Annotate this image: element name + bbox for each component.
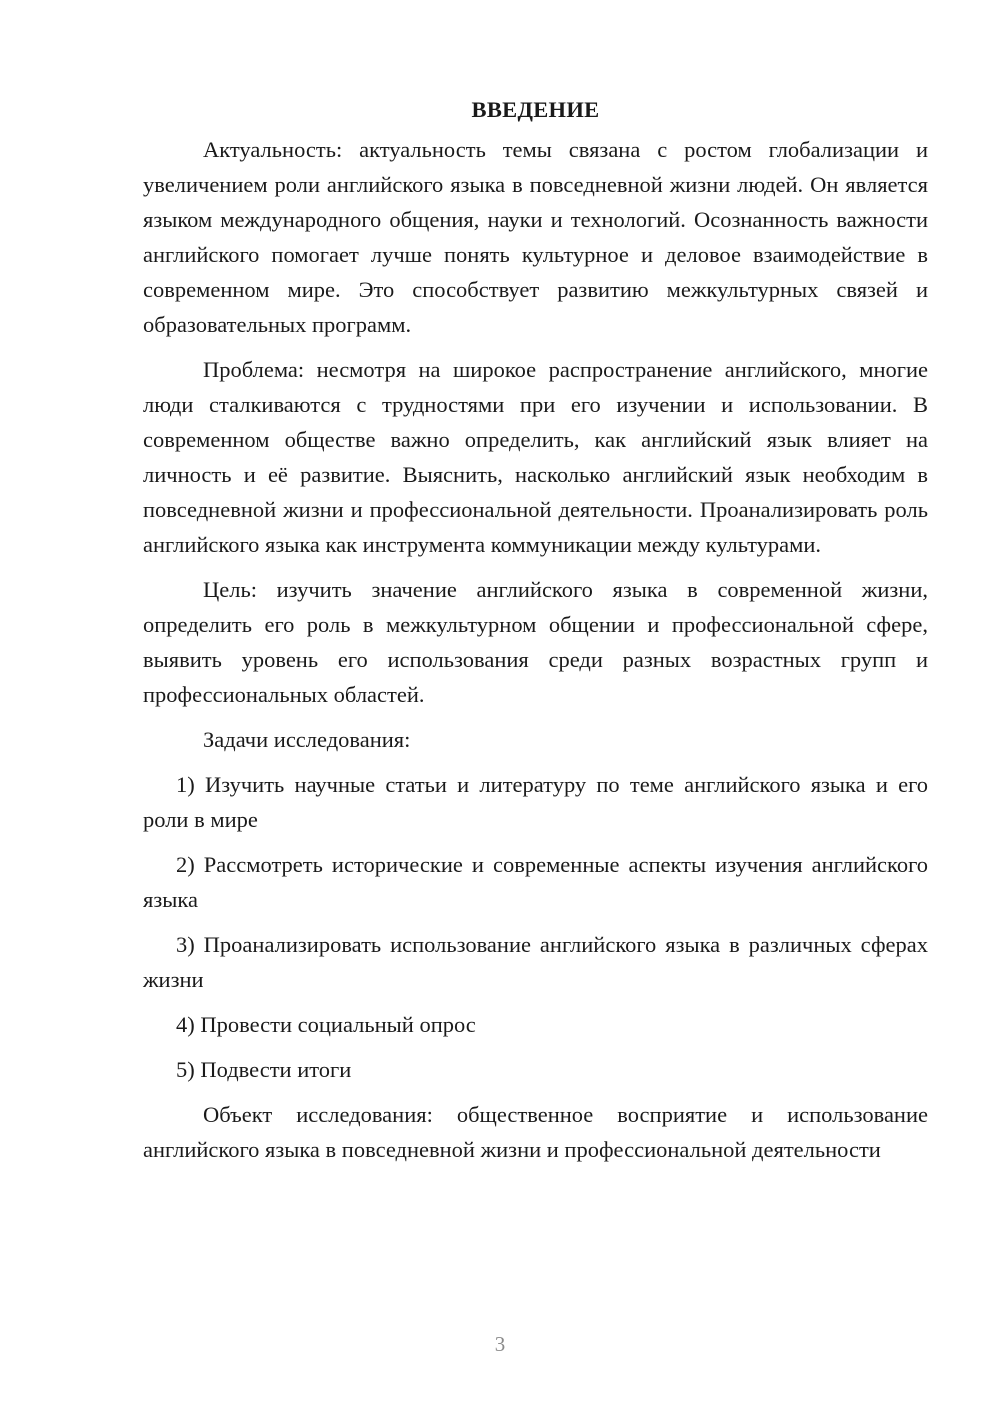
tasks-list <box>143 767 928 1087</box>
task-item-2: 2) Рассмотреть исторические и современные аспекты изучения английского языка <box>143 852 928 912</box>
page-number: 3 <box>494 1332 506 1356</box>
paragraph-goal: Цель: изучить значение английского языка в современной жизни, определить его роль в межкультурном общении и профессиональной сфере, выявить уровень его использования среди разных возрастных групп и профессиональных областей. <box>143 577 928 707</box>
task-item-5: 5) Подвести итоги <box>176 1057 352 1082</box>
task-item-4: 4) Провести социальный опрос <box>176 1012 476 1037</box>
paragraph-object: Объект исследования: общественное восприятие и использование английского языка в повседневной жизни и профессиональной деятельности <box>143 1102 928 1162</box>
document-page <box>143 92 928 1167</box>
task-item-1: 1) Изучить научные статьи и литературу по теме английского языка и его роли в мире <box>143 772 928 832</box>
paragraph-relevance: Актуальность: актуальность темы связана с ростом глобализации и увеличением роли английского языка в повседневной жизни людей. Он является языком международного общения, науки и технологий. Осознанность важности английского помогает лучше понять культурное и деловое взаимодействие в современном мире. Это способствует развитию межкультурных связей и образовательных программ. <box>143 137 928 337</box>
tasks-heading: Задачи исследования: <box>203 727 411 752</box>
paragraph-problem: Проблема: несмотря на широкое распространение английского, многие люди сталкиваются с трудностями при его изучении и использовании. В современном обществе важно определить, как английский язык влияет на личность и её развитие. Выяснить, насколько английский язык необходим в повседневной жизни и профессиональной деятельности. Проанализировать роль английского языка как инструмента коммуникации между культурами. <box>143 357 928 557</box>
page-title: ВВЕДЕНИЕ <box>471 97 600 122</box>
task-item-3: 3) Проанализировать использование английского языка в различных сферах жизни <box>143 932 928 992</box>
